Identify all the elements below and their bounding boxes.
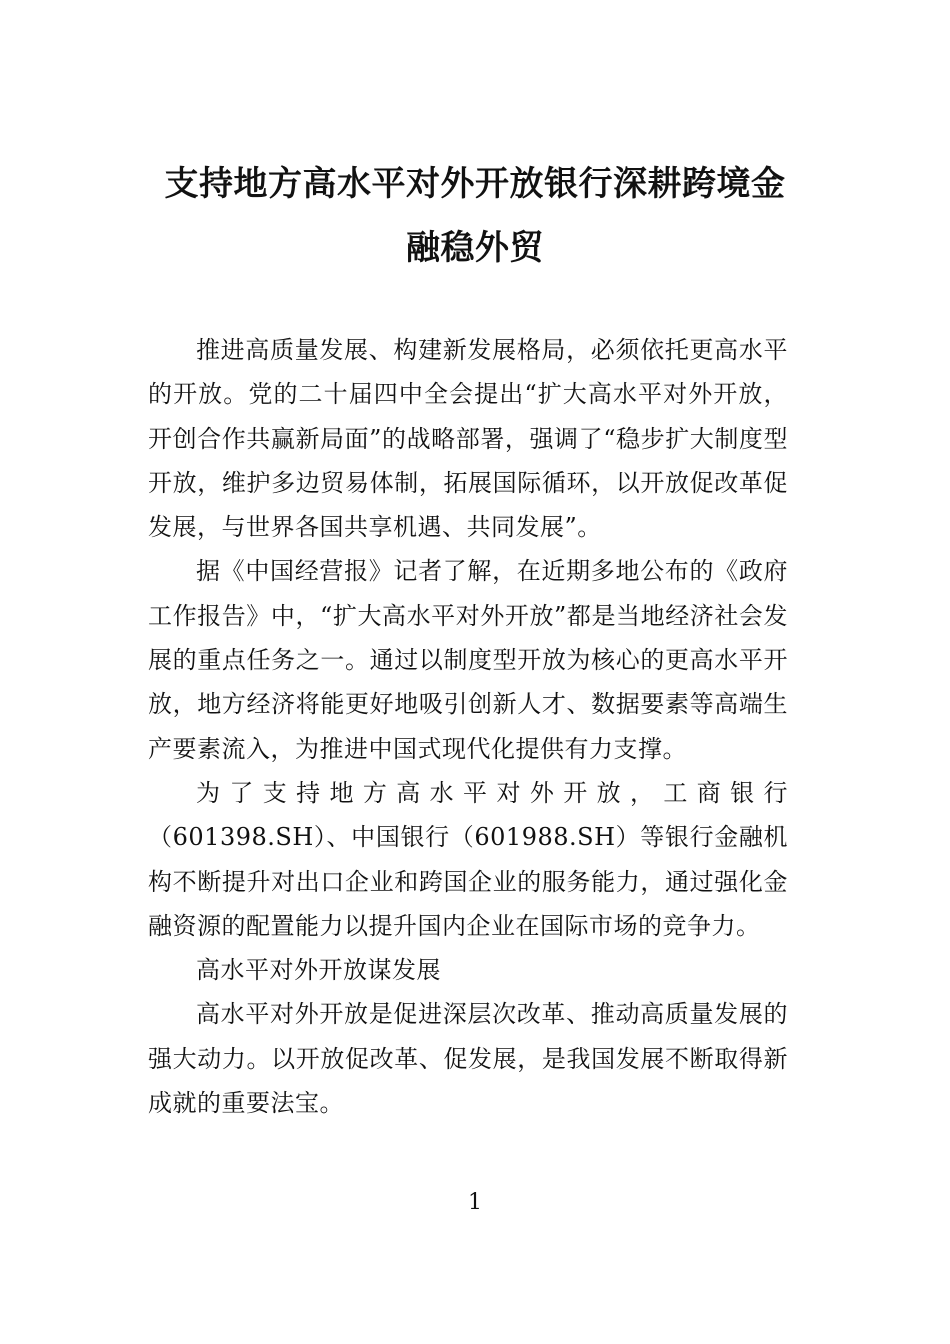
section-heading: 高水平对外开放谋发展: [196, 956, 441, 985]
title-line-2: 融稳外贸: [406, 228, 544, 268]
article-title: [150, 152, 800, 280]
paragraph-1: 推进高质量发展、构建新发展格局，必须依托更高水平的开放。党的二十届四中全会提出“扩大高水平对外开放，开创合作共赢新局面”的战略部署，强调了“稳步扩大制度型开放，维护多边贸易体制，拓展国际循环，以开放促改革促发展，与世界各国共享机遇、共同发展”。: [148, 336, 788, 542]
article-body: [148, 328, 788, 1125]
paragraph-2: 据《中国经营报》记者了解，在近期多地公布的《政府工作报告》中，“扩大高水平对外开放”都是当地经济社会发展的重点任务之一。通过以制度型开放为核心的更高水平开放，地方经济将能更好地吸引创新人才、数据要素等高端生产要素流入，为推进中国式现代化提供有力支撑。: [148, 557, 788, 763]
paragraph-4: 高水平对外开放是促进深层次改革、推动高质量发展的强大动力。以开放促改革、促发展，是我国发展不断取得新成就的重要法宝。: [148, 1000, 788, 1118]
paragraph-3: 为了支持地方高水平对外开放，工商银行（601398.SH）、中国银行（601988.SH）等银行金融机构不断提升对出口企业和跨国企业的服务能力，通过强化金融资源的配置能力以提升国内企业在国际市场的竞争力。: [148, 778, 788, 940]
page-number: 1: [468, 1190, 482, 1215]
title-line-1: 支持地方高水平对外开放银行深耕跨境金: [164, 164, 786, 204]
